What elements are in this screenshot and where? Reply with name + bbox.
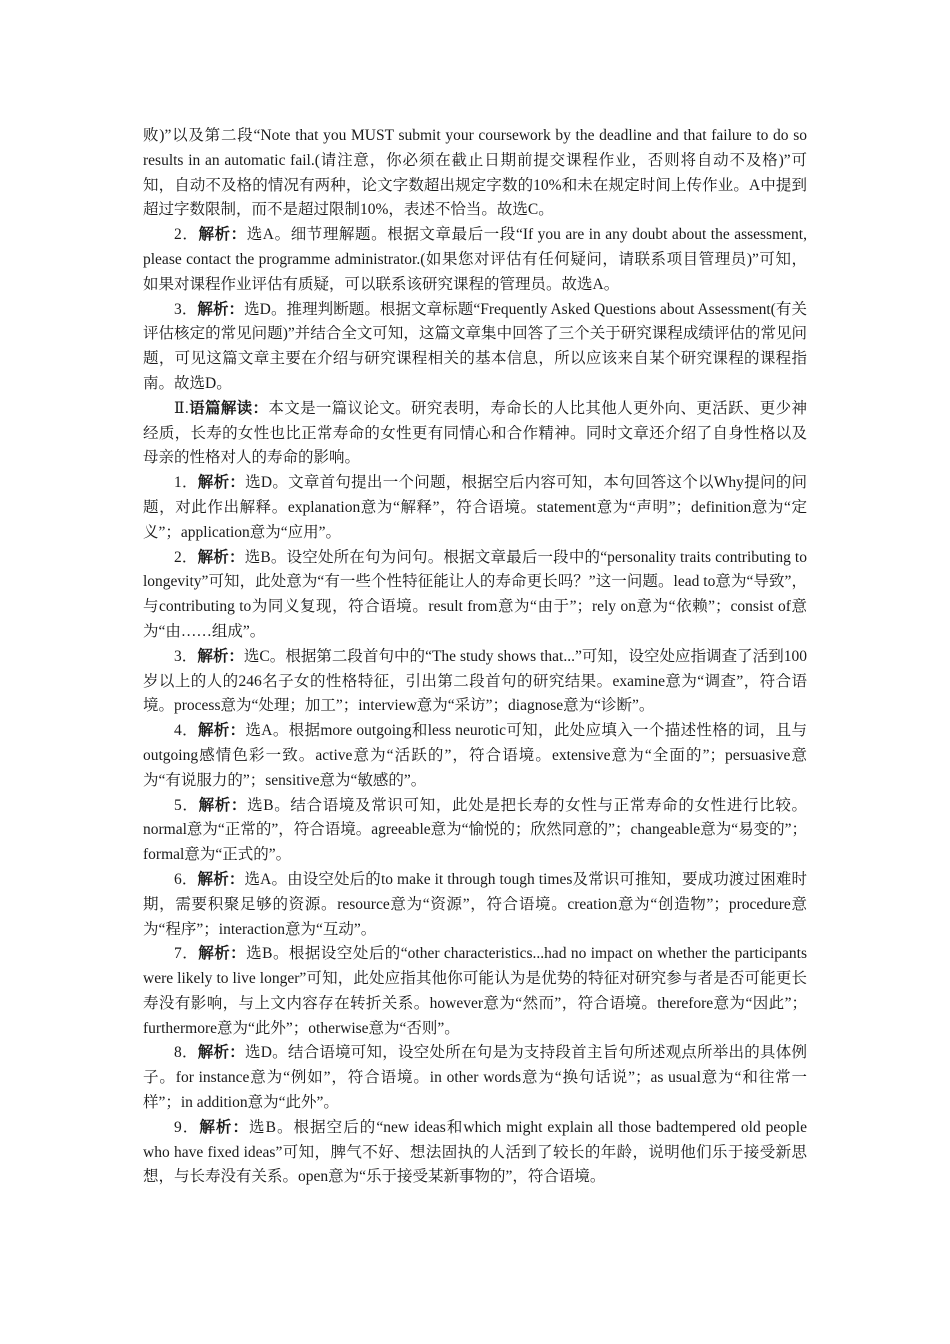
paragraph-text: 选B。结合语境及常识可知，此处是把长寿的女性与正常寿命的女性进行比较。normal意为“正常的”，符合语境。agreeable意为“愉悦的；欣然同意的”；changeable意为“易变的”；formal意为“正式的”。 xyxy=(143,796,807,864)
item-label: 解析： xyxy=(197,474,246,492)
item-label: 解析： xyxy=(198,945,247,963)
item-number: 3． xyxy=(174,300,198,318)
paragraph-cloze-9 xyxy=(143,1116,807,1190)
paragraph-cloze-1 xyxy=(143,471,807,545)
item-number: 5． xyxy=(174,796,199,814)
item-label: 解析： xyxy=(199,1118,250,1136)
item-number: 7． xyxy=(174,945,199,963)
item-label: 解析： xyxy=(197,300,245,318)
paragraph-section-ii-reading xyxy=(143,397,807,471)
paragraph-cloze-2 xyxy=(143,546,807,645)
paragraph-continued xyxy=(143,124,807,223)
paragraph-text: 本文是一篇议论文。研究表明，寿命长的人比其他人更外向、更活跃、更少神经质，长寿的女性也比正常寿命的女性更有同情心和合作精神。同时文章还介绍了自身性格以及母亲的性格对人的寿命的影响。 xyxy=(143,399,807,467)
paragraph-text: 选A。根据more outgoing和less neurotic可知，此处应填入一个描述性格的词，且与outgoing感情色彩一致。active意为“活跃的”，符合语境。extensive意为“全面的”；persuasive意为“有说服力的”；sensitive意为“敏感的”。 xyxy=(143,722,807,789)
paragraph-text: 选B。根据设空处后的“other characteristics...had no impact on whether the participants were likely to live longer”可知，此处应指其他你可能认为是优势的特征对研究参与者是否可能更长寿没有影响，与上文内容存在转折关系。however意为“然而”，符合语境。therefore意为“因此”；furthermore意为“此外”；otherwise意为“否则”。 xyxy=(143,945,807,1037)
item-number: 4． xyxy=(174,722,198,740)
paragraph-text: 选A。由设空处后的to make it through tough times及常识可推知，要成功渡过困难时期，需要积聚足够的资源。resource意为“资源”，符合语境。creation意为“创造物”；procedure意为“程序”；interaction意为“互动”。 xyxy=(143,870,807,938)
item-label: 解析： xyxy=(198,226,247,244)
item-number: 6． xyxy=(174,870,198,888)
paragraph-cloze-6 xyxy=(143,868,807,942)
paragraph-cloze-8 xyxy=(143,1041,807,1115)
item-label: 解析： xyxy=(197,647,244,665)
paragraph-text: 选D。结合语境可知，设空处所在句是为支持段首主旨句所述观点所举出的具体例子。for instance意为“例如”，符合语境。in other words意为“换句话说”；as usual意为“和往常一样”；in addition意为“此外”。 xyxy=(143,1044,807,1112)
item-label: 解析： xyxy=(197,870,245,888)
item-number: 1． xyxy=(174,474,198,492)
paragraph-text: 选A。细节理解题。根据文章最后一段“If you are in any doubt about the assessment, please contact the programme administrator.(如果您对评估有任何疑问，请联系项目管理员)”可知，如果对课程作业评估有质疑，可以联系该研究课程的管理员。故选A。 xyxy=(143,226,807,293)
item-number: 8． xyxy=(174,1044,198,1062)
item-label: 解析： xyxy=(197,722,246,740)
item-number: 9． xyxy=(174,1118,200,1136)
document-page xyxy=(143,124,807,1190)
section-label: 语篇解读： xyxy=(188,399,269,417)
paragraph-text: 选D。推理判断题。根据文章标题“Frequently Asked Questions about Assessment(有关评估核定的常见问题)”并结合全文可知，这篇文章集中回答了三个关于研究课程成绩评估的常见问题，可见这篇文章主要在介绍与研究课程相关的基本信息，所以应该来自某个研究课程的课程指南。故选D。 xyxy=(143,300,807,392)
paragraph-cloze-7 xyxy=(143,942,807,1041)
item-label: 解析： xyxy=(197,548,245,566)
item-number: 3． xyxy=(174,647,198,665)
item-number: 2． xyxy=(174,226,199,244)
paragraph-text: 选D。文章首句提出一个问题，根据空后内容可知，本句回答这个以Why提问的问题，对此作出解释。explanation意为“解释”，符合语境。statement意为“声明”；definition意为“定义”；application意为“应用”。 xyxy=(143,474,807,541)
paragraph-text: 选B。根据空后的“new ideas和which might explain all those badtempered old people who have fixed ideas”可知，脾气不好、想法固执的人活到了较长的年龄，说明他们乐于接受新思想，与长寿没有关系。open意为“乐于接受某新事物的”，符合语境。 xyxy=(143,1118,807,1186)
paragraph-text: 选C。根据第二段首句中的“The study shows that...”可知，设空处应指调查了活到100岁以上的人的246名子女的性格特征，引出第二段首句的研究结果。examine意为“调查”，符合语境。process意为“处理；加工”；interview意为“采访”；diagnose意为“诊断”。 xyxy=(143,647,807,715)
paragraph-answer-2 xyxy=(143,223,807,297)
paragraph-cloze-3 xyxy=(143,645,807,719)
paragraph-cloze-5 xyxy=(143,794,807,868)
paragraph-answer-3 xyxy=(143,298,807,397)
paragraph-text: 败)”以及第二段“Note that you MUST submit your coursework by the deadline and that failure to do so results in an automatic fail.(请注意，你必须在截止日期前提交课程作业，否则将自动不及格)”可知，自动不及格的情况有两种，论文字数超出规定字数的10%和未在规定时间上传作业。A中提到超过字数限制，而不是超过限制10%，表述不恰当。故选C。 xyxy=(143,127,807,219)
item-number: 2． xyxy=(174,548,198,566)
section-number: Ⅱ. xyxy=(174,399,189,417)
item-label: 解析： xyxy=(197,1044,245,1062)
paragraph-cloze-4 xyxy=(143,719,807,793)
item-label: 解析： xyxy=(198,796,248,814)
paragraph-text: 选B。设空处所在句为问句。根据文章最后一段中的“personality traits contributing to longevity”可知，此处意为“有一些个性特征能让人的寿命更长吗？”这一问题。lead to意为“导致”，与contributing to为同义复现，符合语境。result from意为“由于”；rely on意为“依赖”；consist of意为“由……组成”。 xyxy=(143,548,807,640)
